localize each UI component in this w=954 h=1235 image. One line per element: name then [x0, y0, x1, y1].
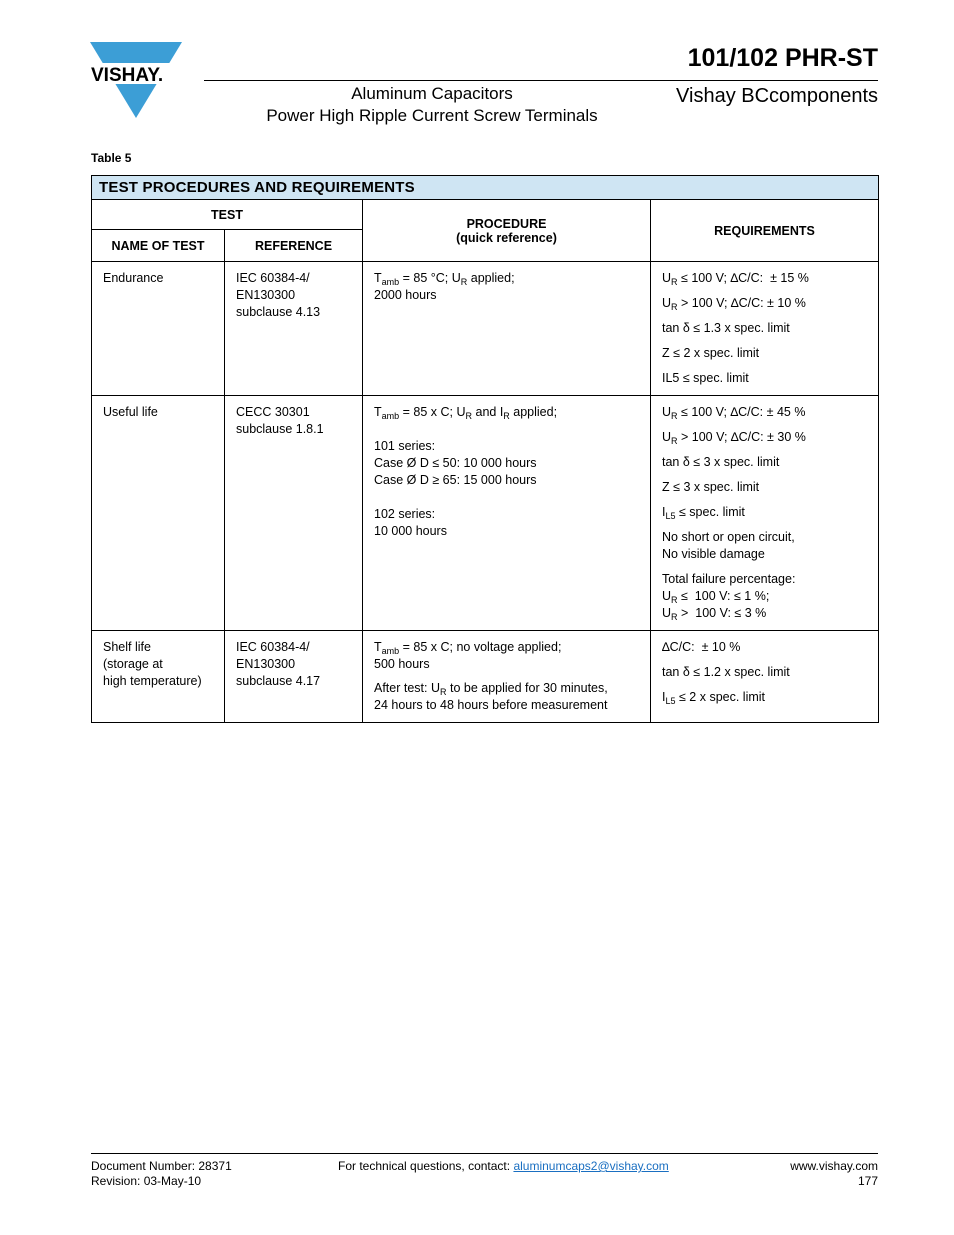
table-caption: Table 5 [91, 151, 132, 165]
procedure-spacer [374, 489, 639, 506]
footer-right [790, 1159, 878, 1189]
requirement-line: IL5 ≤ spec. limit [662, 371, 749, 385]
header-procedure [363, 200, 651, 262]
document-title: 101/102 PHR-ST [687, 44, 878, 72]
table-body [92, 262, 879, 723]
brand-name: Vishay BCcomponents [676, 85, 878, 107]
footer-contact [338, 1159, 669, 1174]
requirement-line: tan δ ≤ 1.3 x spec. limit [662, 321, 790, 335]
cell-requirements [651, 396, 879, 631]
cell-test-name: Useful life [92, 396, 225, 631]
footer-rule [91, 1153, 878, 1154]
document-subtitle [243, 83, 621, 127]
header-name-of-test: NAME OF TEST [92, 230, 225, 262]
procedure-line: Case Ø D ≥ 65: 15 000 hours [374, 473, 537, 487]
requirement-line: Z ≤ 3 x spec. limit [662, 480, 760, 494]
procedure-line: 10 000 hours [374, 524, 447, 538]
test-procedures-table [91, 175, 879, 723]
requirement-line: Z ≤ 2 x spec. limit [662, 346, 760, 360]
table-row [92, 631, 879, 723]
table-row [92, 262, 879, 396]
requirement-line: tan δ ≤ 3 x spec. limit [662, 455, 780, 469]
cell-procedure [363, 396, 651, 631]
vishay-logo-icon [90, 42, 182, 120]
revision-date: Revision: 03-May-10 [91, 1174, 202, 1188]
procedure-spacer [374, 673, 639, 680]
vishay-logo [90, 42, 182, 120]
table-header-row [92, 200, 879, 230]
cell-requirements [651, 631, 879, 723]
cell-reference: CECC 30301 subclause 1.8.1 [225, 396, 363, 631]
requirement-line: $I_{L5} \le 2$ x spec. limit [662, 690, 766, 706]
procedure-line: $T_{amb} = 85$ x C; no voltage applied; [374, 640, 562, 656]
requirement-line: $U_R \le 100$ V; ∆C/C: ± 15 % [662, 271, 809, 287]
contact-prefix: For technical questions, contact: [338, 1159, 514, 1173]
cell-reference: IEC 60384-4/ EN130300 subclause 4.13 [225, 262, 363, 396]
requirement-line: $I_{L5}$ ≤ spec. limit [662, 505, 745, 521]
procedure-line: Case Ø D ≤ 50: 10 000 hours [374, 456, 537, 470]
procedure-spacer [374, 421, 639, 438]
header-requirements: REQUIREMENTS [651, 200, 879, 262]
procedure-line: $T_{amb} = 85$ x C; $U_R$ and $I_R$ applied; [374, 405, 558, 421]
subtitle-line-2: Power High Ripple Current Screw Terminals [266, 106, 598, 125]
contact-email-link[interactable]: aluminumcaps2@vishay.com [513, 1159, 669, 1173]
procedure-line: 102 series: [374, 507, 436, 521]
header-procedure-title: PROCEDURE [466, 216, 547, 231]
page-number: 177 [857, 1174, 878, 1188]
cell-requirements [651, 262, 879, 396]
header-procedure-note: (quick reference) [456, 230, 557, 245]
procedure-line: After test: $U_R$ to be applied for 30 minutes, [374, 681, 608, 697]
table-banner-row [92, 176, 879, 200]
cell-procedure [363, 262, 651, 396]
table-row [92, 396, 879, 631]
procedure-line: 500 hours [374, 657, 430, 671]
cell-procedure [363, 631, 651, 723]
procedure-line: 2000 hours [374, 288, 437, 302]
footer-left [91, 1159, 232, 1189]
header-test: TEST [92, 200, 363, 230]
requirement-line: No short or open circuit, No visible damage [662, 530, 795, 561]
requirement-line: $U_R > 100$ V; ∆C/C: ± 10 % [662, 296, 806, 312]
cell-test-name: Endurance [92, 262, 225, 396]
procedure-line: 24 hours to 48 hours before measurement [374, 698, 608, 712]
header-rule [204, 80, 878, 81]
header-reference: REFERENCE [225, 230, 363, 262]
requirement-line: $U_R \le 100$ V; ∆C/C: ± 45 % [662, 405, 806, 421]
logo-text: VISHAY. [91, 65, 164, 86]
procedure-line: $T_{amb} = 85$ °C; $U_R$ applied; [374, 271, 515, 287]
subtitle-line-1: Aluminum Capacitors [351, 84, 513, 103]
cell-test-name: Shelf life (storage at high temperature) [92, 631, 225, 723]
document-number: Document Number: 28371 [91, 1159, 232, 1173]
requirement-line: tan δ ≤ 1.2 x spec. limit [662, 665, 790, 679]
requirement-line: $U_R > 100$ V; ∆C/C: ± 30 % [662, 430, 806, 446]
requirement-line: ∆C/C: ± 10 % [662, 640, 741, 654]
website-link[interactable]: www.vishay.com [790, 1159, 878, 1173]
cell-reference: IEC 60384-4/ EN130300 subclause 4.17 [225, 631, 363, 723]
requirement-line: Total failure percentage: $U_R \le 100$ V: ≤ 1 %; $U_R > 100$ V: ≤ 3 % [662, 572, 796, 622]
procedure-line: 101 series: [374, 439, 436, 453]
table-banner: TEST PROCEDURES AND REQUIREMENTS [92, 176, 879, 200]
